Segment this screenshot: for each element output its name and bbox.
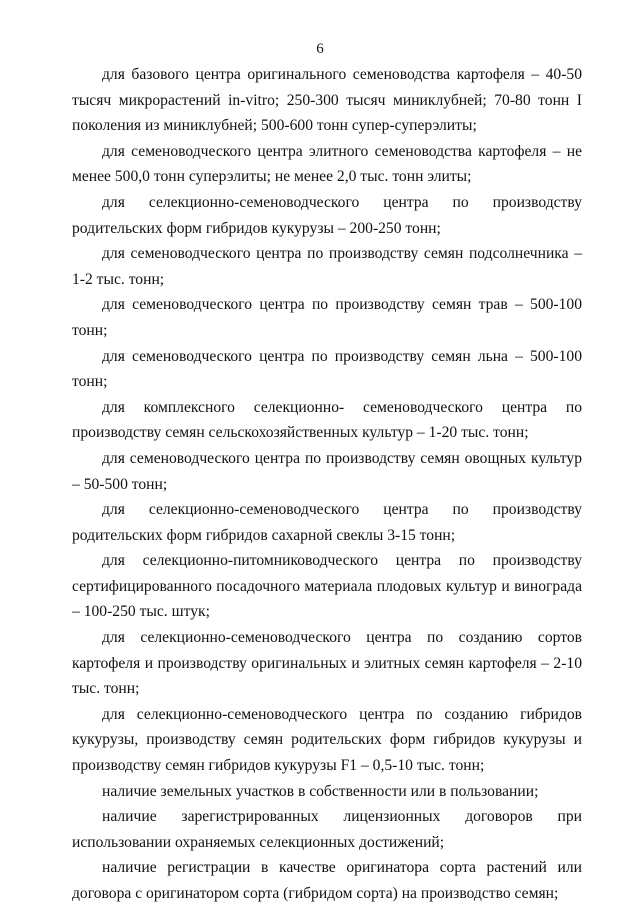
paragraph-sugar-beet: для селекционно-семеноводческого центра по производству родительских форм гибридов сахарной свеклы 3-15 тонн; (72, 501, 582, 544)
page-number: 6 (316, 41, 324, 57)
paragraph-sunflower: для семеноводческого центра по производству семян подсолнечника – 1-2 тыс. тонн; (72, 245, 582, 288)
paragraph-nursery-center: для селекционно-питомниководческого центра по производству сертифицированного посадочного материала плодовых культур и винограда – 100-250 тыс. штук; (72, 552, 582, 621)
paragraph-potato-varieties: для селекционно-семеноводческого центра по созданию сортов картофеля и производству оригинальных и элитных семян картофеля – 2-10 тыс. тонн; (72, 629, 582, 698)
paragraph-grass-seeds: для семеноводческого центра по производству семян трав – 500-100 тонн; (72, 296, 582, 339)
paragraph-land-plots: наличие земельных участков в собственности или в пользовании; (102, 782, 539, 800)
paragraph-vegetable-seeds: для семеноводческого центра по производству семян овощных культур – 50-500 тонн; (72, 449, 582, 493)
paragraph-potato-base-center: для базового центра оригинального семеноводства картофеля – 40-50 тысяч микрорастений in-vitro; 250-300 тысяч миниклубней; 70-80 тонн I поколения из миниклубней; 500-600 тонн супер-суперэлиты; (72, 66, 582, 135)
paragraph-license-agreements: наличие зарегистрированных лицензионных договоров при использовании охраняемых селекционных достижений; (72, 808, 582, 851)
document-body (72, 62, 582, 907)
paragraph-corn-parent-forms: для селекционно-семеноводческого центра по производству родительских форм гибридов кукурузы – 200-250 тонн; (72, 193, 582, 237)
paragraph-corn-hybrids: для селекционно-семеноводческого центра по созданию гибридов кукурузы, производству семян родительских форм гибридов кукурузы и производству семян гибридов кукурузы F1 – 0,5-10 тыс. тонн; (72, 705, 582, 775)
paragraph-flax-seeds: для семеноводческого центра по производству семян льна – 500-100 тонн; (72, 347, 582, 391)
paragraph-originator-registration: наличие регистрации в качестве оригинатора сорта растений или договора с оригинатором сорта (гибридом сорта) на производство семян; (72, 859, 582, 902)
paragraph-potato-elite-center: для семеноводческого центра элитного семеноводства картофеля – не менее 500,0 тонн суперэлиты; не менее 2,0 тыс. тонн элиты; (72, 142, 582, 186)
paragraph-complex-center: для комплексного селекционно- семеноводческого центра по производству семян сельскохозяйственных культур – 1-20 тыс. тонн; (72, 398, 582, 442)
